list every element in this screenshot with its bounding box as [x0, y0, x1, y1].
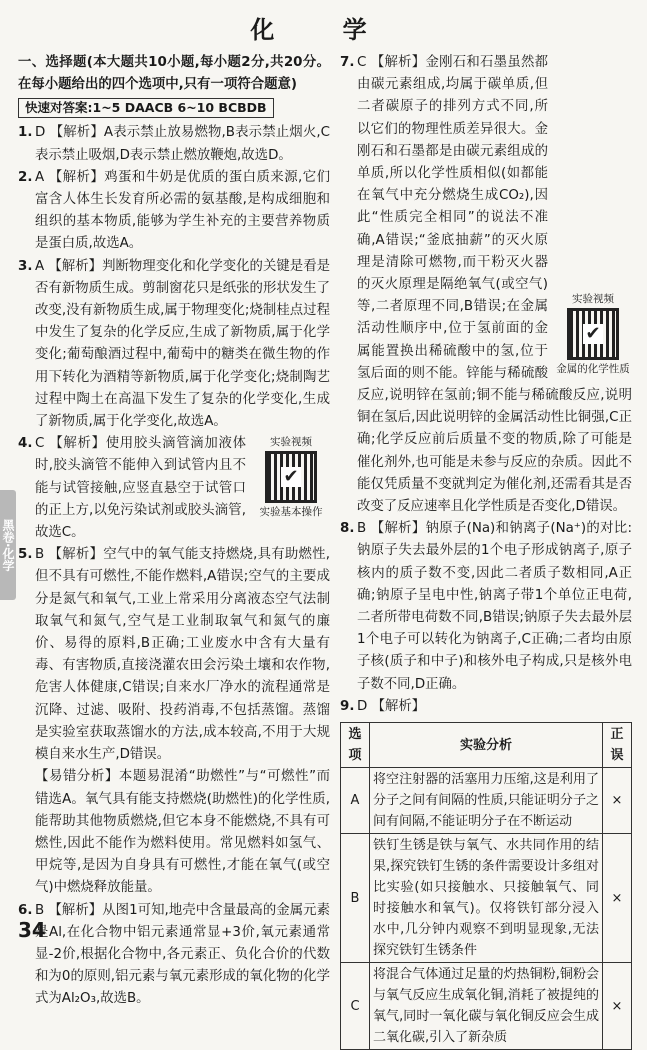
answer-number: 6. — [18, 902, 33, 918]
table-cell-analysis: 将混合气体通过足量的灼热铜粉,铜粉会与氧气反应生成氧化铜,消耗了被提纯的氧气,同时一氧化碳与氧化铜反应会生成二氧化碳,引入了新杂质 — [370, 963, 603, 1050]
qr-bottom-label: 实验基本操作 — [259, 506, 323, 519]
table-cell-mark: × — [603, 834, 632, 963]
answer-text: B 【解析】钠原子(Na)和钠离子(Na⁺)的对比:钠原子失去最外层的1个电子形成钠离子,原子核内的质子数不变,因此二者质子数相同,A正确;钠原子呈电中性,钠离子带1个单位正电荷,二者所带电荷数不同,B错误;钠原子失去最外层1个电子可以转化为钠离子,C正确;二者均由原子核(质子和中子)和核外电子构成,只是核外电子数不同,D正确。 — [357, 521, 632, 692]
section-header: 一、选择题(本大题共10小题,每小题2分,共20分。在每小题给出的四个选项中,只有一项符合题意) — [18, 55, 330, 93]
qr-bottom-label: 金属的化学性质 — [556, 363, 630, 375]
answer-text: B 【解析】空气中的氧气能支持燃烧,具有助燃性,但不具有可燃性,不能作燃料,A错误;空气的主要成分是氮气和氧气,工业上常采用分离液态空气法制取氧气和氮气,空气是工业制取氧气和氮气的廉价、易得的原料,B正确;工业废水中含有大量有毒、有害物质,直接浇灌农田会污染土壤和农作物,危害人体健康,C错误;自来水厂净水的流程通常是沉降、过滤、吸附、投药消毒,不包括蒸馏。蒸馏是实验室获取蒸馏水的方法,成本较高,不用于大规模自来水生产,D错误。 — [35, 547, 330, 763]
qr-code-icon[interactable] — [567, 308, 619, 360]
table-cell-mark: × — [603, 768, 632, 834]
table-header-mark: 正误 — [603, 723, 632, 768]
table-cell-option: A — [341, 768, 370, 834]
answer-number: 5. — [18, 547, 33, 563]
video-qr-block[interactable] — [554, 292, 632, 376]
answer-text: B 【解析】从图1可知,地壳中含量最高的金属元素是Al,在化合物中铝元素通常显+3价,氧元素通常显-2价,根据化合物中,各元素正、负化合价的代数和为0的原则,铝元素与氧元素形成的氧化物的化学式为Al₂O₃,故选B。 — [35, 902, 330, 1007]
answer-text: C 【解析】金刚石和石墨虽然都由碳元素组成,均属于碳单质,但二者碳原子的排列方式不同,所以它们的物理性质差异很大。金刚石和石墨都是由碳元素组成的单质,所以化学性质相似(如都能在氧气中充分燃烧生成CO₂),因此“性质完全相同”的说法不准确,A错误;“釜底抽薪”的灭火原理是清除可燃物,而干粉灭火器的灭火原理是隔绝氧气(或空气)等,二者原理不同,B错误;在金属活动性顺序中,位于氢前面的金属能置换出稀硫酸中的氢,位于氢后面的则不能。锌能与稀硫酸反应,说明锌在氢前;铜不能与稀硫酸反应,说明铜在氢后,因此说明锌的金属活动性比铜强,C正确;化学反应前后质量不变的物质,除了可能是催化剂外,也可能是未参与反应的杂质。因此不能仅凭质量不变就判定为催化剂,还需看其是否改变了反应速率且化学性质是否变化,D错误。 — [357, 55, 632, 515]
table-cell-option: B — [341, 834, 370, 963]
note-text: 【易错分析】本题易混淆“助燃性”与“可燃性”而错选A。氧气具有能支持燃烧(助燃性)的化学性质,能帮助其他物质燃烧,但它本身不能燃烧,不具有可燃性,因此不能作为燃料使用。常见燃料如氢气、甲烷等,是因为自身具有可燃性,才能在氧气(或空气)中燃烧释放能量。 — [35, 769, 330, 896]
qr-code-icon[interactable] — [265, 451, 317, 503]
side-tab: 黑卷·化学 — [0, 490, 16, 600]
answer-number: 7. — [340, 55, 355, 70]
answer-item — [18, 433, 330, 544]
answer-item — [18, 122, 330, 166]
table-header-row — [341, 723, 632, 768]
left-column — [18, 52, 330, 1011]
video-qr-block[interactable] — [252, 435, 330, 519]
analysis-table — [340, 722, 632, 1050]
table-cell-option: C — [341, 963, 370, 1050]
answer-number: 2. — [18, 169, 33, 185]
answer-text: D 【解析】 — [357, 698, 426, 714]
answer-text: A 【解析】判断物理变化和化学变化的关键是看是否有新物质生成。剪制窗花只是纸张的形状发生了改变,没有新物质生成,属于物理变化;烧制桂点过程中发生了复杂的化学反应,生成了新物质,属于化学变化;葡萄酿酒过程中,葡萄中的糖类在微生物的作用下转化为酒精等新物质,属于化学变化;烧制陶艺过程中陶土在高温下发生了复杂的化学变化,生成了新物质,属于化学变化,故选A。 — [35, 258, 330, 430]
page-number: 34 — [18, 918, 46, 942]
table-header-option: 选项 — [341, 723, 370, 768]
answer-number: 4. — [18, 436, 33, 452]
answer-item — [340, 52, 632, 518]
right-column — [340, 52, 632, 1050]
answer-item — [18, 167, 330, 256]
quick-answer-box: 快速对答案:1~5 DAACB 6~10 BCBDB — [18, 98, 274, 118]
answer-item — [18, 256, 330, 434]
page-title: 化 学 — [250, 16, 397, 44]
answer-number: 8. — [340, 521, 355, 537]
table-cell-mark: × — [603, 963, 632, 1050]
answer-number: 9. — [340, 698, 355, 714]
answer-number: 1. — [18, 125, 33, 141]
qr-top-label: 实验视频 — [270, 436, 312, 449]
answer-item — [340, 696, 632, 718]
answer-item — [18, 544, 330, 766]
answer-text: A 【解析】鸡蛋和牛奶是优质的蛋白质来源,它们富含人体生长发育所必需的氨基酸,是构成细胞和组织的基本物质,能够为学生补充的主要营养物质是蛋白质,故选A。 — [35, 169, 330, 252]
answer-number: 3. — [18, 258, 33, 274]
table-row — [341, 963, 632, 1050]
answer-text: C 【解析】使用胶头滴管滴加液体时,胶头滴管不能伸入到试管内且不能与试管接触,应竖直悬空于试管口的正上方,以免污染试剂或胶头滴管,故选C。 — [35, 436, 246, 541]
error-analysis-note — [18, 766, 330, 899]
answer-text: D 【解析】A表示禁止放易燃物,B表示禁止烟火,C表示禁止吸烟,D表示禁止燃放鞭炮,故选D。 — [35, 125, 330, 163]
table-row — [341, 834, 632, 963]
qr-top-label: 实验视频 — [572, 293, 614, 305]
table-cell-analysis: 将空注射器的活塞用力压缩,这是利用了分子之间有间隔的性质,只能证明分子之间有间隔,不能证明分子在不断运动 — [370, 768, 603, 834]
answer-item — [18, 900, 330, 1011]
table-cell-analysis: 铁钉生锈是铁与氧气、水共同作用的结果,探究铁钉生锈的条件需要设计多组对比实验(如只接触水、只接触氧气、同时接触水和氧气)。仅将铁钉部分浸入水中,几分钟内观察不到明显现象,无法探究铁钉生锈条件 — [370, 834, 603, 963]
table-header-analysis: 实验分析 — [370, 723, 603, 768]
answer-item — [340, 518, 632, 696]
table-row — [341, 768, 632, 834]
